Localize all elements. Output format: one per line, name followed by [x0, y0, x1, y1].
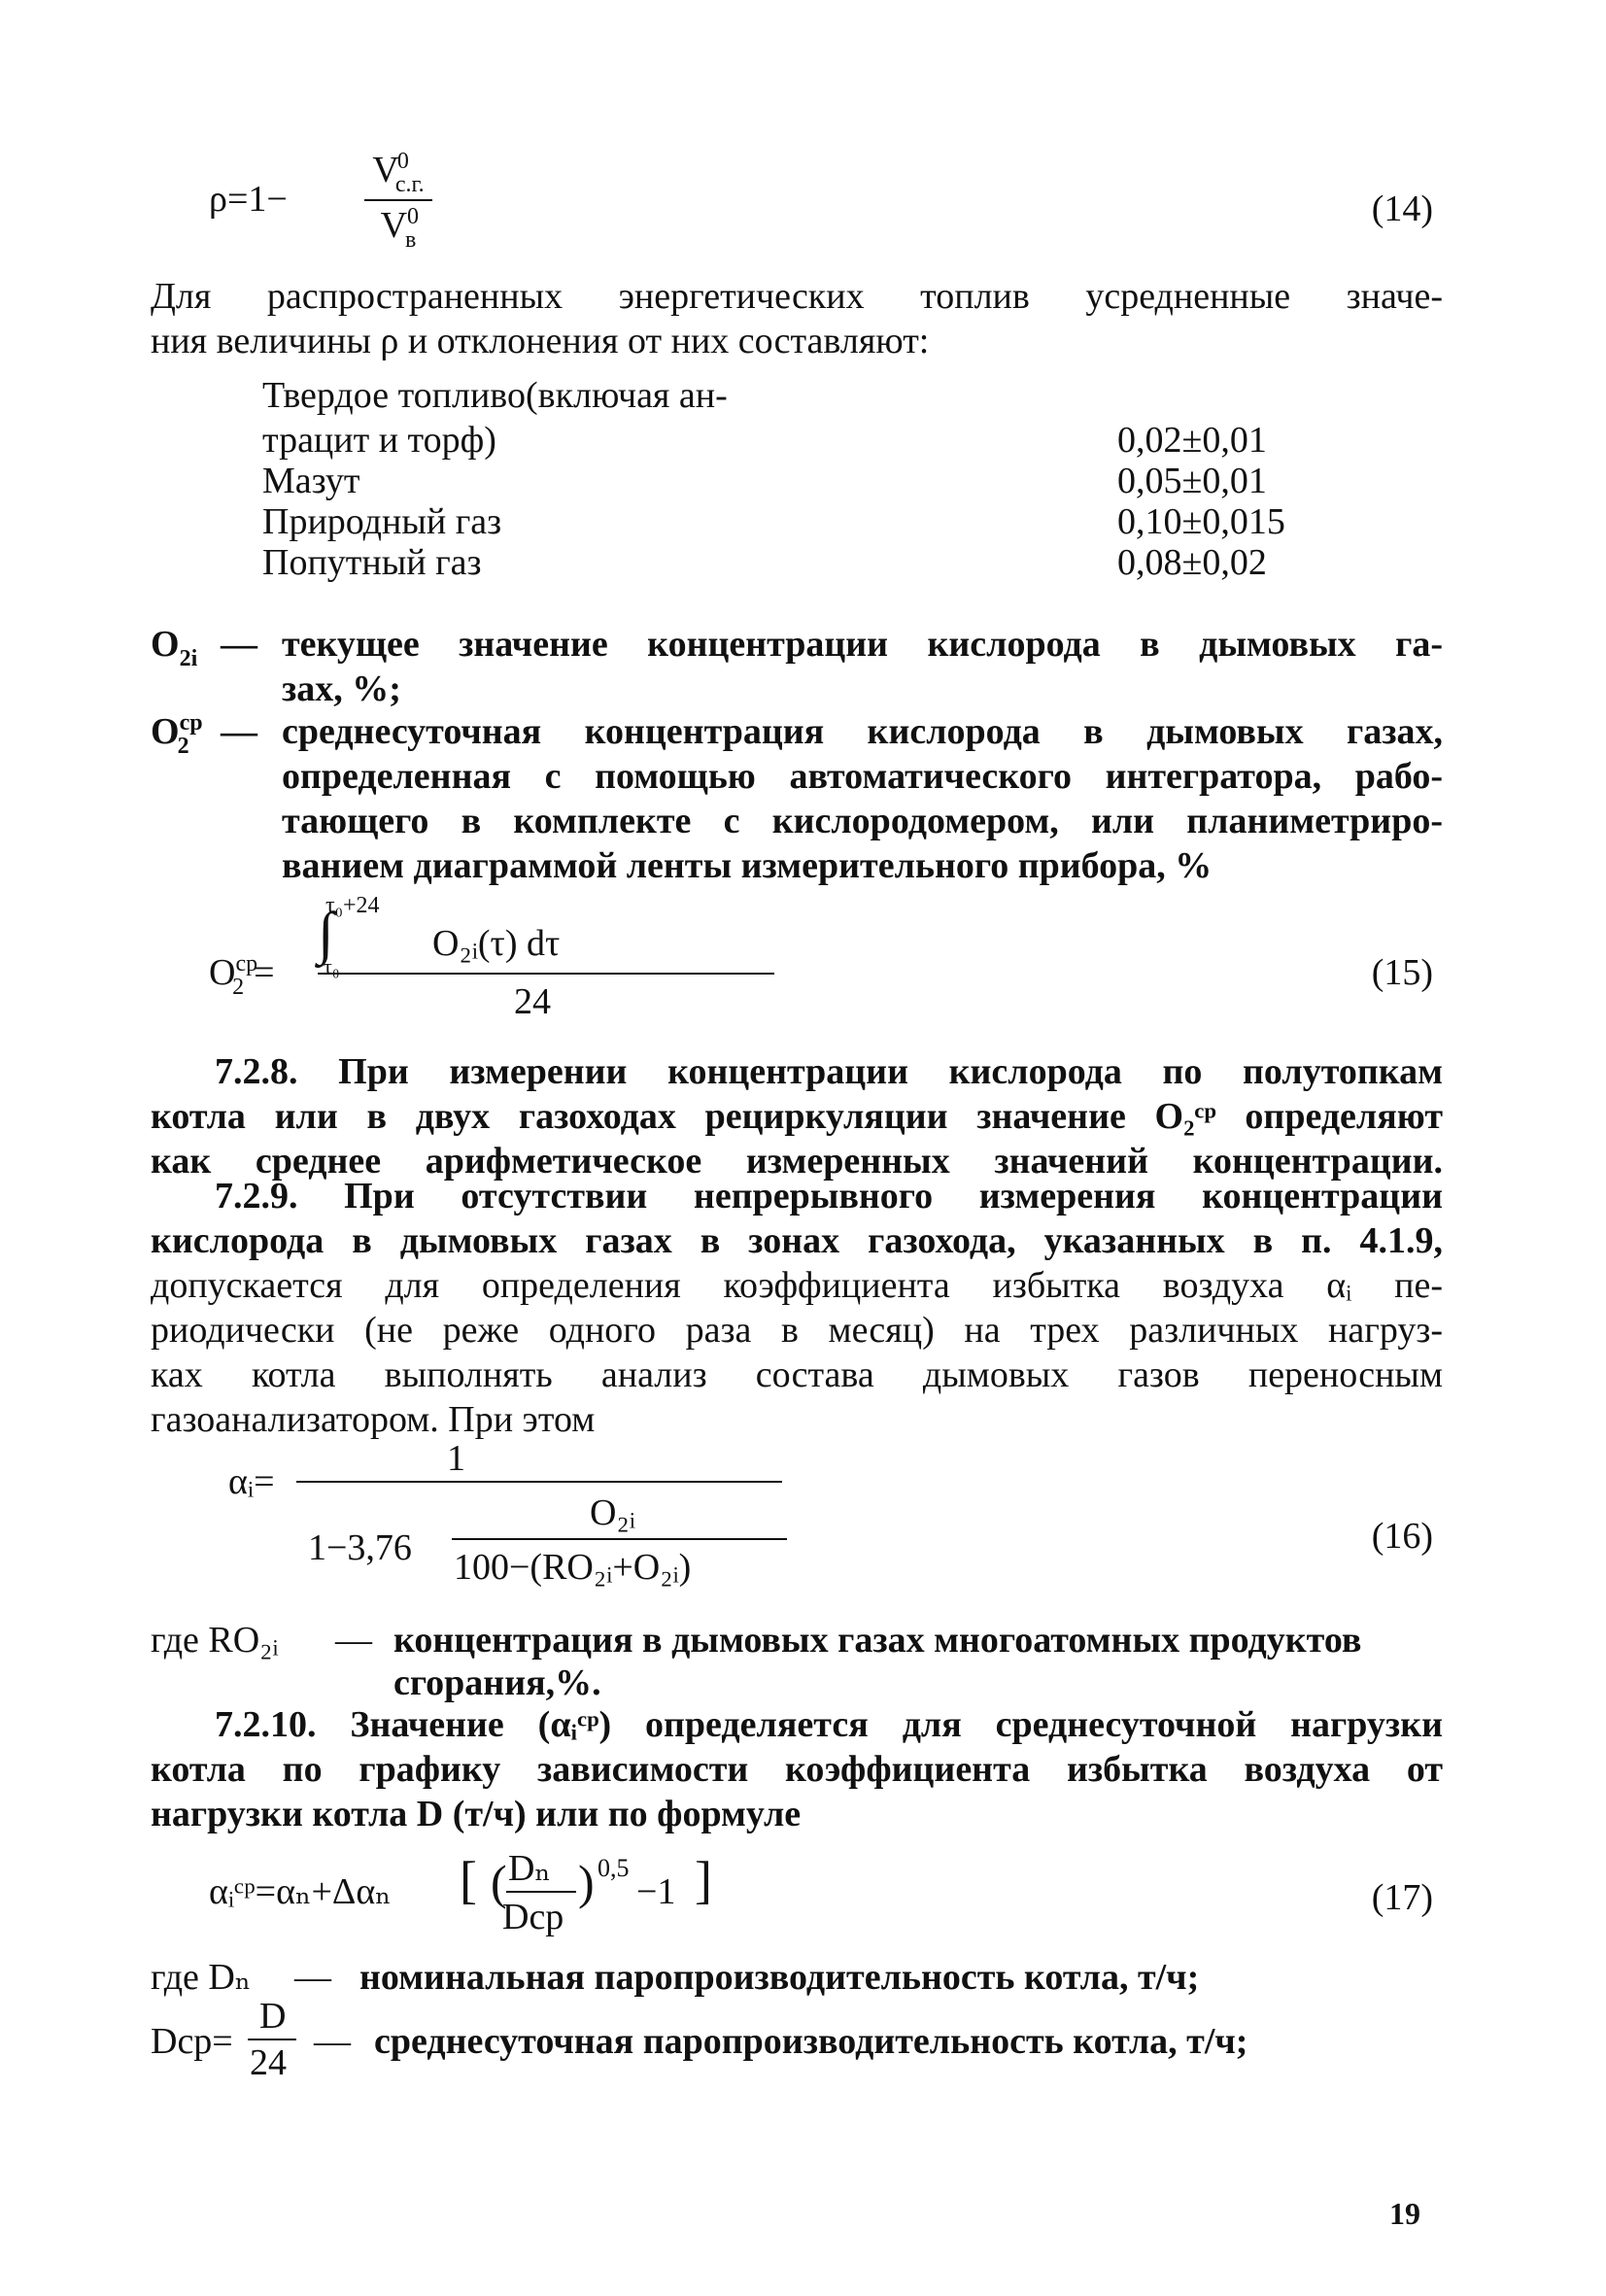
- eq17-number: (17): [1371, 1877, 1433, 1918]
- eq17-power: 0,5: [598, 1854, 630, 1882]
- fuel-value: 0,08±0,02: [1117, 542, 1267, 583]
- p729-line: 7.2.9. При отсутствии непрерывного измерения концентрации: [215, 1176, 1443, 1217]
- eq14-fraction: [364, 148, 432, 253]
- p729-line: ках котла выполнять анализ состава дымовых газов переносным: [151, 1354, 1443, 1395]
- eq14-lhs: ρ=1−: [209, 179, 288, 220]
- p729-line: допускается для определения коэффициента избытка воздуха αᵢ пе-: [151, 1265, 1443, 1306]
- dcp-num: D: [259, 1996, 287, 2037]
- eq17-close-paren: ): [578, 1855, 595, 1909]
- o2i-line-2: зах, %;: [282, 668, 401, 709]
- fuel-name: Попутный газ: [262, 542, 482, 583]
- o2i-text: [282, 622, 1443, 711]
- eq17-open-bracket: [: [460, 1851, 477, 1909]
- paragraph-7-2-9: [151, 1174, 1443, 1442]
- eq15-int-lower: τ₀: [324, 954, 340, 978]
- fuel-name: трацит и торф): [262, 420, 496, 461]
- o2i-line-1: текущее значение концентрации кислорода в дымовых га-: [282, 624, 1443, 665]
- intro-line-1: Для распространенных энергетических топлив усредненные значе-: [151, 276, 1443, 317]
- eq14-number: (14): [1371, 188, 1433, 229]
- o2i-symbol: $O_{2i}$: [151, 624, 198, 671]
- integral-sign: ∫: [318, 901, 334, 965]
- paragraph-7-2-10: [151, 1702, 1443, 1836]
- dn-dash: —: [294, 1957, 331, 1998]
- o2cp-line: среднесуточная концентрация кислорода в дымовых газах,: [282, 711, 1443, 752]
- eq17-frac-den: Dср: [502, 1897, 564, 1937]
- eq15-denominator: 24: [514, 981, 551, 1022]
- o2i-dash: —: [221, 624, 257, 665]
- fuel-name: Природный газ: [262, 501, 502, 542]
- eq16-numerator: 1: [447, 1438, 465, 1479]
- o2cp-line: тающего в комплекте с кислородомером, или планиметриро-: [282, 801, 1443, 841]
- equation-15: [209, 892, 1433, 1038]
- o2cp-symbol: $O^{ср}_2$: [151, 710, 203, 759]
- definition-dcp: [151, 1994, 1443, 2083]
- page-number: 19: [1389, 2196, 1420, 2231]
- ro2-prefix: где RO₂ᵢ: [151, 1620, 279, 1661]
- eq17-open-paren: (: [491, 1855, 507, 1909]
- eq17-close-bracket: ]: [695, 1851, 712, 1909]
- eq15-int-upper: τ₀+24: [325, 893, 380, 918]
- eq14-numerator: $V^0_{с.г.}$: [372, 149, 425, 197]
- paragraph-7-2-8: [151, 1049, 1443, 1183]
- ro2-line-2: сгорания,%.: [393, 1662, 601, 1703]
- eq14-fraction-bar: [364, 199, 432, 201]
- fuel-value: 0,02±0,01: [1117, 420, 1267, 461]
- o2cp-dash: —: [221, 711, 257, 752]
- eq15-fraction-bar: [318, 973, 774, 975]
- equation-16: [228, 1436, 1433, 1611]
- eq15-lhs: $O^{ср}_2$ =: [209, 951, 275, 1000]
- intro-paragraph: [151, 274, 1443, 363]
- fuel-name: Мазут: [262, 461, 360, 501]
- eq16-den-prefix: 1−3,76: [308, 1527, 412, 1568]
- dcp-text: среднесуточная паропроизводительность котла, т/ч;: [374, 2021, 1248, 2062]
- eq16-lhs: αᵢ=: [228, 1461, 275, 1502]
- eq14-denominator: $V^0_в$: [380, 204, 420, 253]
- intro-line-2: ния величины ρ и отклонения от них составляют:: [151, 321, 930, 361]
- o2cp-line: ванием диаграммой ленты измерительного прибора, %: [282, 845, 1213, 886]
- equation-17: [209, 1846, 1433, 1953]
- equation-14: [209, 146, 1433, 253]
- fuel-value: 0,10±0,015: [1117, 501, 1285, 542]
- dcp-lhs: Dср=: [151, 2021, 233, 2062]
- p7210-line: нагрузки котла D (т/ч) или по формуле: [151, 1794, 802, 1834]
- ro2-line-1: концентрация в дымовых газах многоатомных продуктов: [393, 1620, 1362, 1661]
- p7210-line: котла по графику зависимости коэффициента избытка воздуха от: [151, 1749, 1443, 1790]
- eq17-tail: −1: [636, 1871, 676, 1912]
- fuel-name: Твердое топливо(включая ан-: [262, 375, 728, 416]
- dcp-dash: —: [314, 2021, 351, 2062]
- p728-line: как среднее арифметическое измеренных значений концентрации.: [151, 1141, 1443, 1182]
- eq17-lhs: αᵢᶜᵖ=αₙ+Δαₙ: [209, 1871, 392, 1912]
- dn-text: номинальная паропроизводительность котла, т/ч;: [359, 1957, 1200, 1998]
- eq16-number: (16): [1371, 1516, 1433, 1557]
- o2cp-line: определенная с помощью автоматического интегратора, рабо-: [282, 756, 1443, 797]
- ro2-dash: —: [335, 1620, 372, 1661]
- fuel-value: 0,05±0,01: [1117, 461, 1267, 501]
- dn-prefix: где Dₙ: [151, 1957, 252, 1998]
- eq16-main-bar: [296, 1481, 782, 1483]
- p729-line: кислорода в дымовых газах в зонах газохода, указанных в п. 4.1.9,: [151, 1220, 1443, 1261]
- dcp-den: 24: [250, 2042, 287, 2083]
- eq17-frac-bar: [506, 1891, 576, 1893]
- p7210-line: 7.2.10. Значение (αᵢᶜᵖ) определяется для среднесуточной нагрузки: [215, 1704, 1443, 1745]
- o2cp-text: [282, 709, 1443, 888]
- p729-line: риодически (не реже одного раза в месяц) на трех различных нагруз-: [151, 1310, 1443, 1351]
- p728-line: 7.2.8. При измерении концентрации кислорода по полутопкам: [215, 1051, 1443, 1092]
- p729-line: газоанализатором. При этом: [151, 1399, 596, 1440]
- eq15-number: (15): [1371, 952, 1433, 993]
- eq16-inner-num: O₂ᵢ: [590, 1492, 635, 1533]
- eq16-inner-bar: [452, 1538, 787, 1540]
- eq15-integrand: O₂ᵢ(τ) dτ: [432, 923, 561, 964]
- eq17-frac-num: Dₙ: [508, 1848, 551, 1889]
- eq16-inner-den: 100−(RO₂ᵢ+O₂ᵢ): [454, 1547, 692, 1588]
- p728-line: котла или в двух газоходах рециркуляции значение O₂ᶜᵖ определяют: [151, 1096, 1443, 1137]
